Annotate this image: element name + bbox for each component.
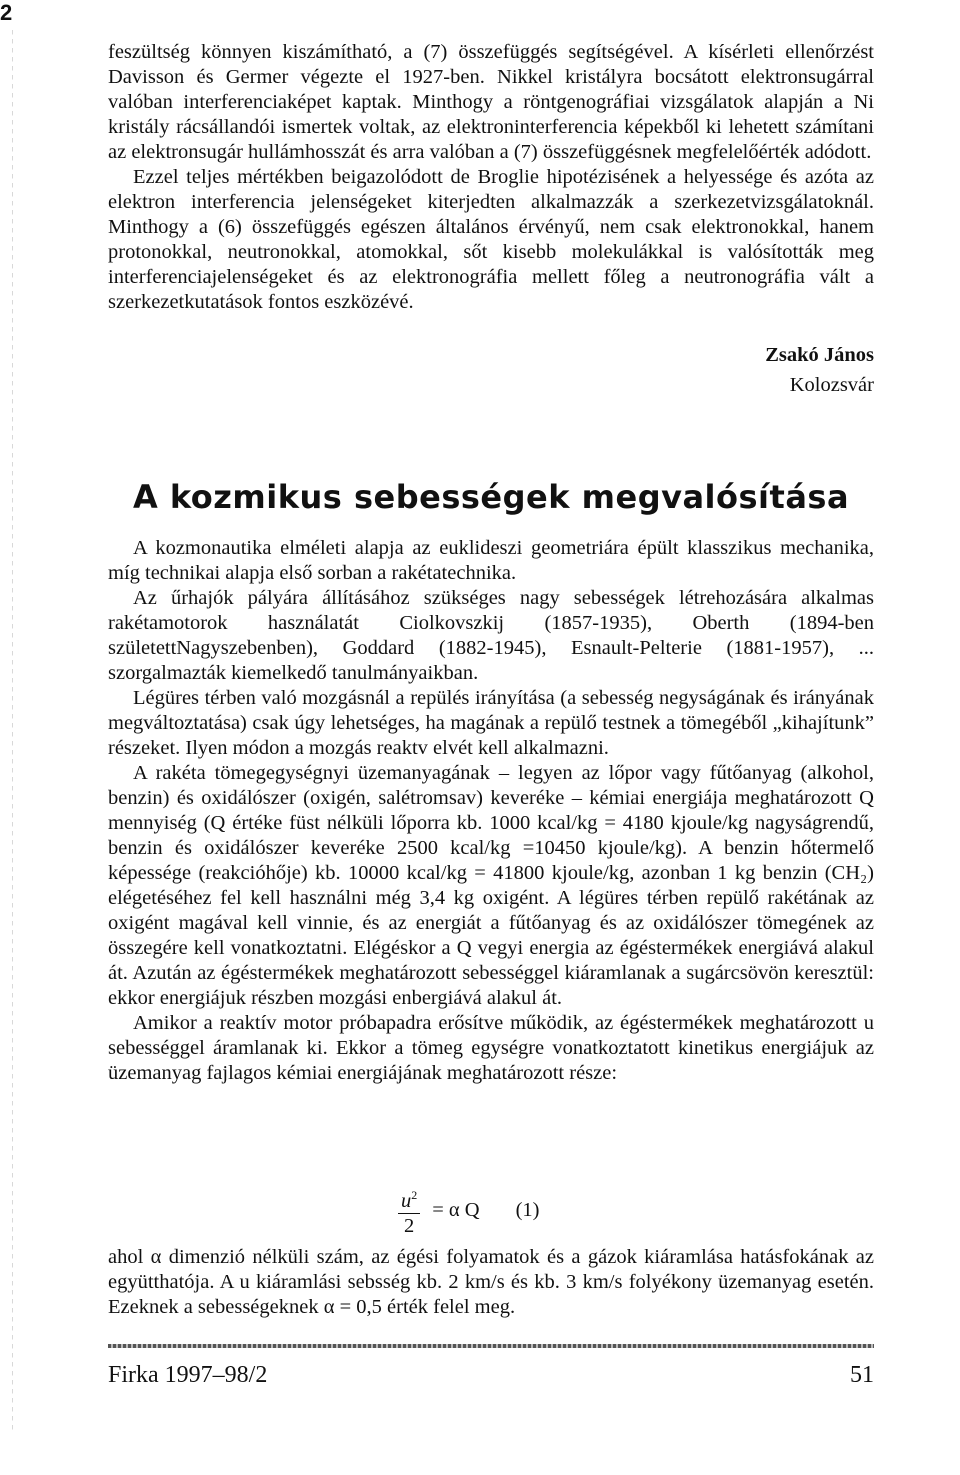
paragraph: ahol α dimenzió nélküli szám, az égési folyamatok és a gázok kiáramlása hatásfokának az együtthatója. A u kiáramlási sebsség kb. 2 km/s és kb. 3 km/s folyékony üzemanyag esetén. Ezeknek a sebességeknek α = 0,5 érték felel meg. bbox=[108, 1246, 874, 1318]
page-number: 51 bbox=[850, 1362, 874, 1388]
article-title: A kozmikus sebességek megvalósítása bbox=[132, 478, 850, 516]
fraction-denominator: 2 bbox=[404, 1214, 415, 1237]
paragraph: Ezzel teljes mértékben beigazolódott de Broglie hipotézisének a helyessége és azóta az elektron interferencia jelenségeket kiterjedten alkalmazzák a szerkezetvizsgálatoknál. Minthogy a (6) összefüggés egészen általános érvényű, nem csak elektronokkal, hanem protonokkal, neutronokkal, atomokkal, sőt kisebb molekulákkal is valósították meg interferenciajelenségeket és az elektronográfia mellett főleg a neutronográfia vált a szerkezetkutatások fontos eszközévé. bbox=[108, 166, 874, 313]
signature bbox=[108, 340, 874, 400]
journal-issue: Firka 1997–98/2 bbox=[108, 1362, 268, 1388]
author-location: Kolozsvár bbox=[789, 374, 874, 396]
paragraph: A rakéta tömegegységnyi üzemanyagának – legyen az lőpor vagy fűtőanyag (alkohol, benzin) és oxidálószer (oxigén, salétromsav) keveréke – kémiai energiája meghatározott Q mennyiség (Q értéke füst nélküli lőporra kb. 1000 kcal/kg = 4180 kjoule/kg nagyságrendű, benzin és oxidálószer keveréke 2500 kcal/kg =10450 kjoule/kg). A benzin hőtermelő képessége (reakcióhője) kb. 10000 kcal/kg = 41800 kjoule/kg, azonban 1 kg benzin (CH₂) elégetéséhez fel kell használni még 3,4 kg oxigént. A légüres térben repülő rakétának az oxigént magával kell vinnie, és az energiát a fűtőanyag és az oxidálószer tömegének az összegére kell vonatkoztatni. Elégéskor a Q vegyi energia az égéstermékek energiává alakul át. Azután az égéstermékek meghatározott sebességgel kiáramlanak a sugárcsövön keresztül: ekkor energiájuk részben mozgási enbergiává alakul át. bbox=[108, 762, 874, 1009]
fraction bbox=[398, 1183, 420, 1238]
paragraph: feszültség könnyen kiszámítható, a (7) összefüggés segítségével. A kísérleti ellenőrzést Davisson és Germer végezte el 1927-ben. Nikkel kristályra bocsátott elektronsugárral valóban interferenciaképet kaptak. Minthogy a röntgenográfiai vizsgálatok alapján a Ni kristály rácsállandói ismertek voltak, az elektroninterferencia képekből ki lehetett számítani az elektronsugár hullámhosszát és arra valóban a (7) összefüggésnek megfelelőérték adódott. bbox=[108, 41, 874, 163]
scan-margin-line bbox=[12, 30, 13, 1430]
footer-divider bbox=[108, 1344, 874, 1348]
equation-label: (1) bbox=[515, 1198, 540, 1221]
fraction-numerator: $u^2$ bbox=[398, 1183, 420, 1214]
page-corner-number: 2 bbox=[0, 0, 13, 25]
article-body bbox=[108, 536, 874, 1086]
page-footer bbox=[108, 1362, 874, 1389]
equation-rhs: = α Q bbox=[432, 1198, 480, 1221]
equation-1 bbox=[398, 1183, 540, 1238]
article-body-continued bbox=[108, 1245, 874, 1320]
paragraph: Az űrhajók pályára állításához szükséges nagy sebességek létrehozására alkalmas rakétamotorok használatát Ciolkovszkij (1857-1935), Oberth (1894-ben születettNagyszebenben), Goddard (1882-1945), Esnault-Pelterie (1881-1957), ... szorgalmazták kiemelkedő tanulmányaikban. bbox=[108, 587, 874, 684]
paragraph: A kozmonautika elméleti alapja az euklideszi geometriára épült klasszikus mechanika, míg technikai alapja első sorban a rakétatechnika. bbox=[108, 537, 874, 584]
paragraph: Légüres térben való mozgásnál a repülés irányítása (a sebesség negyságának és irányának megváltoztatása) csak úgy lehetséges, ha magának a repülő testnek a tömegéből „kihajítunk” részeket. Ilyen módon a mozgás reaktv elvét kell alkalmazni. bbox=[108, 687, 874, 759]
author-name: Zsakó János bbox=[765, 344, 874, 366]
paragraph: Amikor a reaktív motor próbapadra erősítve működik, az égéstermékek meghatározott u sebességgel áramlanak ki. Ekkor a tömeg egységre vonatkoztatott kinetikus energiájuk az üzemanyag fajlagos kémiai energiájának meghatározott része: bbox=[108, 1012, 874, 1084]
previous-article-ending bbox=[108, 40, 874, 400]
